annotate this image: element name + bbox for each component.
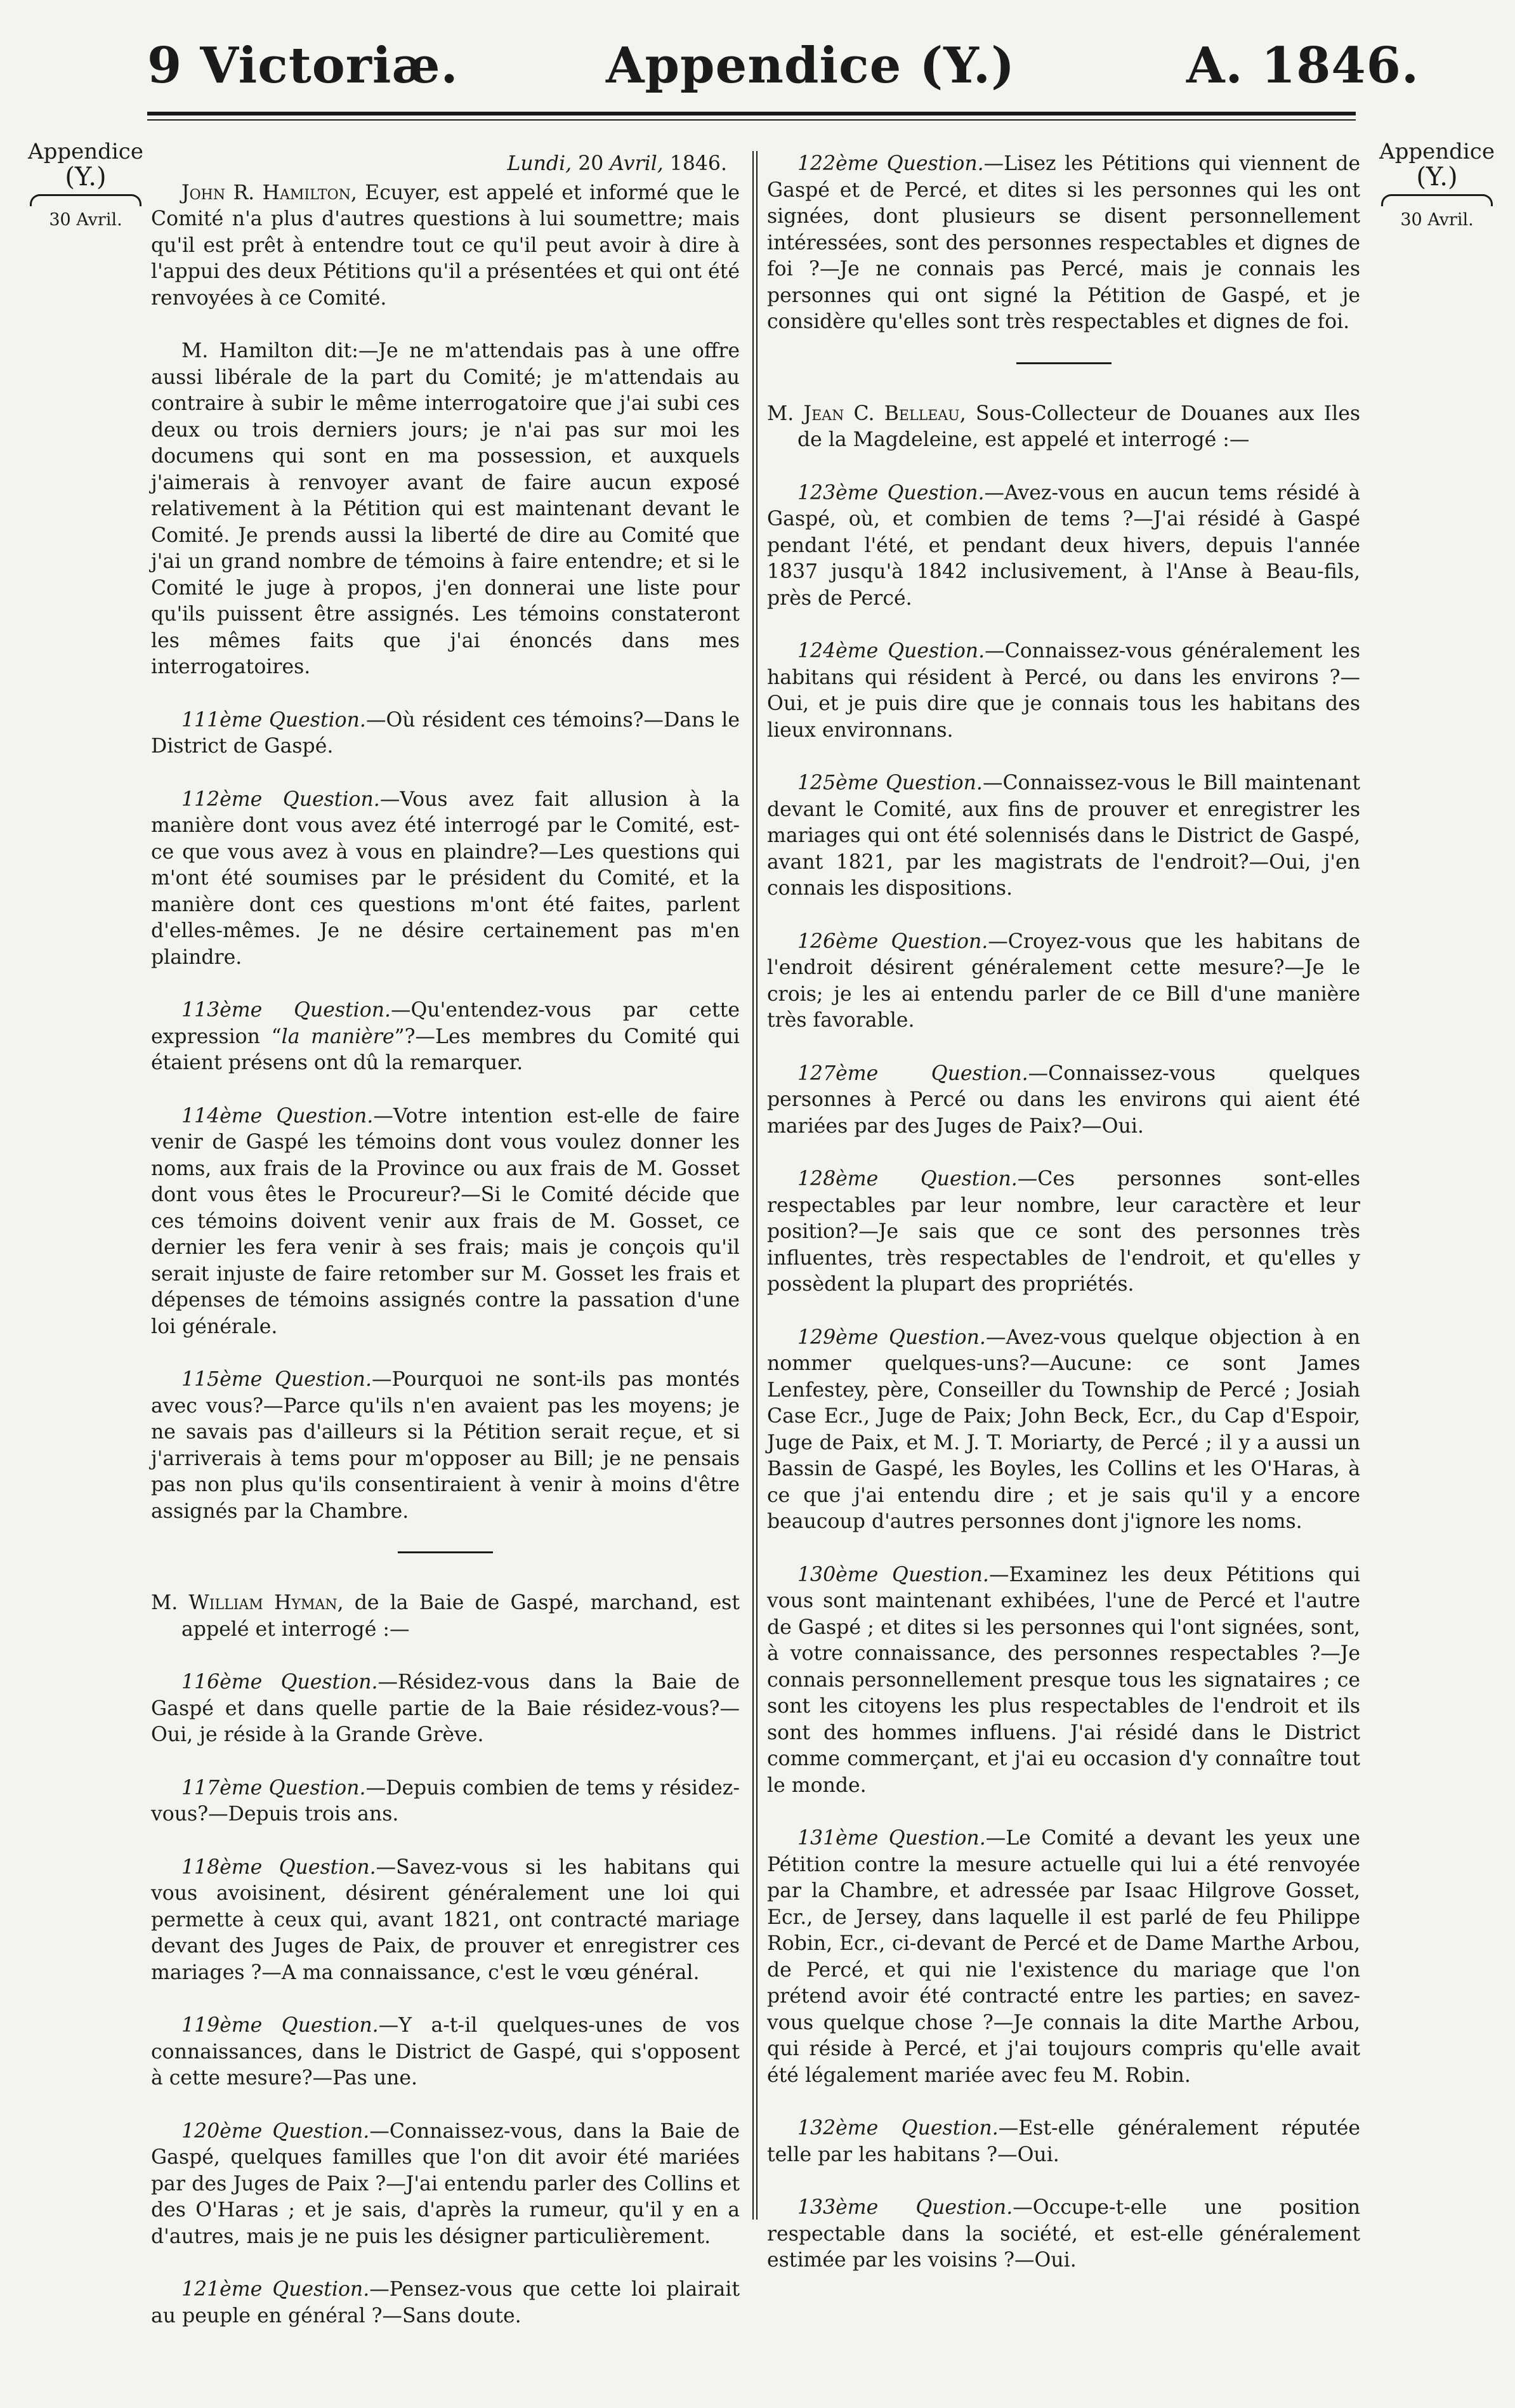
question-text: —Pourquoi ne sont-ils pas montés avec vous?—Parce qu'ils n'en avaient pas les moyens; je ne savais pas d'ailleurs si la Pétition serait reçue, et si j'arriverais à tems pour m'opposer au Bill; je ne pensais pas non plus qu'ils consentiraient à venir à moins d'être assignés par la Chambre. (151, 1368, 740, 1523)
question-124 (767, 638, 1360, 744)
question-127 (767, 1061, 1360, 1140)
question-label: 117ème Question. (181, 1776, 366, 1799)
question-text: —Connaissez-vous le Bill maintenant devant le Comité, aux fins de prouver et enregistrer les mariages qui ont été solennisés dans le District de Gaspé, avant 1821, par les magistrats de l'endroit?—Oui, j'en connais les dispositions. (767, 772, 1360, 900)
intro-text: Ecuyer, est appelé et informé que le Comité n'a plus d'autres questions à lui soumettre; mais qu'il est prêt à entendre tout ce qu'il peut avoir à dire à l'appui des deux Pétitions qu'il a présentées et qui ont été renvoyées à ce Comité. (151, 181, 740, 310)
question-label: 113ème Question. (181, 999, 391, 1022)
header-appendix-title: Appendice (Y.) (606, 37, 1015, 95)
column-divider (752, 151, 754, 2220)
witness-intro-hyman (151, 1590, 740, 1643)
witness-intro-belleau (767, 401, 1360, 454)
question-label: 123ème Question. (797, 481, 985, 504)
margin-appendix-letter: (Y.) (1416, 162, 1458, 192)
question-113 (151, 997, 740, 1077)
question-label: 131ème Question. (797, 1827, 986, 1850)
question-text: —Y a-t-il quelques-unes de vos connaissances, dans le District de Gaspé, qui s'opposent à cette mesure?—Pas une. (151, 2014, 740, 2089)
question-text: —Depuis combien de tems y résidez-vous?—Depuis trois ans. (151, 1776, 740, 1826)
question-text: —Où résident ces témoins?—Dans le District de Gaspé. (151, 708, 740, 758)
margin-date: 30 Avril. (49, 209, 122, 230)
margin-date: 30 Avril. (1400, 209, 1474, 230)
question-label: 126ème Question. (797, 930, 988, 953)
question-123 (767, 480, 1360, 612)
question-133 (767, 2195, 1360, 2274)
question-label: 111ème Question. (181, 708, 366, 732)
margin-brace (1381, 194, 1493, 206)
question-114 (151, 1103, 740, 1341)
dateline-day: Lundi, (507, 152, 572, 175)
header-session: 9 Victoriæ. (147, 37, 459, 95)
question-text: —Résidez-vous dans la Baie de Gaspé et dans quelle partie de la Baie résidez-vous?—Oui, je réside à la Grande Grève. (151, 1671, 740, 1746)
intro-paragraph (151, 180, 740, 312)
margin-note-left (19, 141, 152, 229)
margin-note-right (1370, 141, 1504, 229)
header-year: A. 1846. (1186, 37, 1420, 95)
dateline-year: 1846. (663, 152, 727, 175)
margin-appendix-word: Appendice (28, 139, 143, 164)
question-text: —Examinez les deux Pétitions qui vous sont maintenant exhibées, l'une de Percé et l'autre de Gaspé ; et dites si les personnes qui l'ont signées, sont, à votre connaissance, des personnes respectables ?—Je connais personnellement presque tous les signataires ; ce sont les citoyens les plus respectables de l'endroit et ils sont des hommes influens. J'ai résidé dans le District comme commerçant, et j'ai eu occasion d'y connaître tout le monde. (767, 1563, 1360, 1797)
question-117 (151, 1775, 740, 1828)
question-128 (767, 1166, 1360, 1298)
question-125 (767, 770, 1360, 902)
section-separator (398, 1551, 493, 1553)
question-label: 121ème Question. (181, 2278, 370, 2301)
question-122 (767, 151, 1360, 336)
margin-appendix-letter: (Y.) (65, 162, 107, 192)
question-text: —Savez-vous si les habitans qui vous avoisinent, désirent généralement une loi qui permette à ceux qui, avant 1821, ont contracté mariage devant des Juges de Paix, de prouver et enregistrer ces mariages ?—A ma connaissance, c'est le vœu général. (151, 1855, 740, 1984)
left-column (151, 151, 740, 2356)
question-130 (767, 1562, 1360, 1799)
question-text: —Lisez les Pétitions qui viennent de Gaspé et de Percé, et dites si les personnes qui les ont signées, dont plusieurs se disent personnellement intéressées, sont des personnes respectables et dignes de foi ?—Je ne connais pas Percé, mais je connais les personnes qui ont signé la Pétition de Gaspé, et je considère qu'elles sont très respectables et dignes de foi. (767, 152, 1360, 333)
question-label: 130ème Question. (797, 1563, 989, 1586)
margin-appendix-word: Appendice (1379, 139, 1495, 164)
question-116 (151, 1669, 740, 1749)
question-label: 127ème Question. (797, 1062, 1028, 1085)
question-119 (151, 2013, 740, 2092)
question-label: 112ème Question. (181, 787, 380, 811)
margin-brace (30, 194, 141, 206)
question-label: 124ème Question. (797, 640, 985, 662)
dateline-date: 20 (572, 152, 610, 175)
question-115 (151, 1367, 740, 1525)
question-label: 115ème Question. (181, 1368, 372, 1391)
question-126 (767, 929, 1360, 1034)
dateline (151, 151, 727, 178)
question-129 (767, 1325, 1360, 1536)
question-label: 118ème Question. (181, 1855, 376, 1879)
question-label: 125ème Question. (797, 772, 983, 794)
question-label: 122ème Question. (797, 152, 984, 175)
question-text: —Vous avez fait allusion à la manière dont vous avez été interrogé par le Comité, est-ce que vous avez à vous en plaindre?—Les questions qui m'ont été soumises par le président du Comité, et la manière dont ces questions m'ont été faites, parlent d'elles-mêmes. Je ne désire certainement pas m'en plaindre. (151, 787, 740, 969)
question-text: —Est-elle généralement réputée telle par les habitans ?—Oui. (767, 2117, 1360, 2166)
witness-name: William Hyman, (188, 1591, 344, 1614)
question-text: —Qu'entendez-vous par cette expression “ (151, 999, 740, 1048)
question-121 (151, 2277, 740, 2329)
question-text: —Le Comité a devant les yeux une Pétition contre la mesure actuelle qui lui a été renvoyée par la Chambre, et adressée par Isaac Hilgrove Gosset, Ecr., de Jersey, dans laquelle il est parlé de feu Philippe Robin, Ecr., ci-devant de Percé et de Dame Marthe Arbou, de Percé, et qui nie l'existence du mariage que l'on prétend avoir été contracté entre les parties; en savez-vous quelque chose ?—Je connais la dite Marthe Arbou, qui réside à Percé, et j'ai toujours compris qu'elle avait été légalement mariée avec feu M. Robin. (767, 1827, 1360, 2087)
question-131 (767, 1826, 1360, 2089)
question-text: —Connaissez-vous généralement les habitans qui résident à Percé, ou dans les environs ?—Oui, et je puis dire que je connais tous les habitans des lieux environnans. (767, 640, 1360, 742)
question-label: 116ème Question. (181, 1671, 378, 1694)
header-rule-thin (147, 119, 1356, 121)
question-label: 120ème Question. (181, 2119, 370, 2143)
question-118 (151, 1855, 740, 1987)
section-separator (1016, 362, 1112, 364)
question-label: 132ème Question. (797, 2117, 999, 2140)
witness-prefix: M. (151, 1591, 189, 1614)
witness-text: Sous-Collecteur de Douanes aux Iles de la Magdeleine, est appelé et interrogé :— (797, 402, 1360, 451)
header-rule-thick (147, 112, 1356, 115)
witness-name: Jean C. Belleau, (803, 402, 966, 425)
question-text-end: ”?—Les membres du Comité qui étaient présens ont dû la remarquer. (151, 1025, 740, 1074)
statement-paragraph: M. Hamilton dit:—Je ne m'attendais pas à une offre aussi libérale de la part du Comité; je m'attendais au contraire à subir le même interrogatoire que j'ai subi ces deux ou trois derniers jours; je n'ai pas sur moi les documens qui sont en ma possession, et auxquels j'aimerais à renvoyer avant de faire aucun exposé relativement à la Pétition qui est maintenant devant le Comité. Je prends aussi la liberté de dire au Comité que j'ai un grand nombre de témoins à faire entendre; et si le Comité le juge à propos, j'en donnerai une liste pour qu'ils puissent être assignés. Les témoins constateront les mêmes faits que j'ai énoncés dans mes interrogatoires. (151, 339, 740, 678)
witness-prefix: M. (767, 402, 804, 425)
question-132 (767, 2115, 1360, 2168)
question-text: —Croyez-vous que les habitans de l'endroit désirent généralement cette mesure?—Je le crois; je les ai entendu parler de ce Bill d'une manière très favorable. (767, 930, 1360, 1032)
question-111 (151, 707, 740, 760)
question-text: —Connaissez-vous quelques personnes à Percé ou dans les environs qui aient été mariées par des Juges de Paix?—Oui. (767, 1062, 1360, 1138)
question-label: 133ème Question. (797, 2196, 1013, 2219)
question-text: —Pensez-vous que cette loi plairait au peuple en général ?—Sans doute. (151, 2278, 740, 2327)
question-112 (151, 787, 740, 971)
question-text: —Occupe-t-elle une position respectable dans la société, et est-elle généralement estimée par les voisins ?—Oui. (767, 2196, 1360, 2272)
dateline-month: Avril, (610, 152, 664, 175)
question-text: —Ces personnes sont-elles respectables par leur nombre, leur caractère et leur position?—Je sais que ce sont des personnes très influentes, très respectables de l'endroit, et qu'elles y possèdent la plupart des propriétés. (767, 1168, 1360, 1296)
witness-name: John R. Hamilton, (181, 181, 357, 204)
question-text: —Votre intention est-elle de faire venir de Gaspé les témoins dont vous voulez donner les noms, aux frais de la Province ou aux frais de M. Gosset dont vous êtes le Procureur?—Si le Comité décide que ces témoins doivent venir aux frais de M. Gosset, ce dernier les fera venir à ses frais; mais je conçois qu'il serait injuste de faire retomber sur M. Gosset les frais et dépenses de témoins assignés contre la passation d'une loi générale. (151, 1104, 740, 1338)
witness-text: de la Baie de Gaspé, marchand, est appelé et interrogé :— (181, 1591, 740, 1641)
question-label: 119ème Question. (181, 2014, 379, 2037)
right-column (767, 151, 1360, 2301)
question-label: 114ème Question. (181, 1104, 374, 1128)
question-text: —Avez-vous en aucun tems résidé à Gaspé, où, et combien de tems ?—J'ai résidé à Gaspé pendant l'été, et pendant deux hivers, depuis l'année 1837 jusqu'à 1842 inclusivement, à l'Anse à Beau-fils, près de Percé. (767, 481, 1360, 610)
question-text: —Connaissez-vous, dans la Baie de Gaspé, quelques familles que l'on dit avoir été mariées par des Juges de Paix ?—J'ai entendu parler des Collins et des O'Haras ; et je sais, d'après la rumeur, qu'il y en a d'autres, mais je ne puis les désigner particulièrement. (151, 2119, 740, 2248)
column-divider-inner (756, 151, 758, 2220)
question-text: —Avez-vous quelque objection à en nommer quelques-uns?—Aucune: ce sont James Lenfestey, père, Conseiller du Township de Percé ; Josiah Case Ecr., Juge de Paix; John Beck, Ecr., du Cap d'Espoir, Juge de Paix, et M. J. T. Moriarty, de Percé ; il y a aussi un Bassin de Gaspé, les Boyles, les Collins et les O'Haras, à ce que j'ai entendu dire ; et je sais qu'il y a encore beaucoup d'autres personnes dont j'ignore les noms. (767, 1326, 1360, 1533)
question-120 (151, 2119, 740, 2251)
quoted-phrase: la manière (281, 1025, 395, 1048)
question-label: 128ème Question. (797, 1168, 1018, 1190)
question-label: 129ème Question. (797, 1326, 986, 1349)
